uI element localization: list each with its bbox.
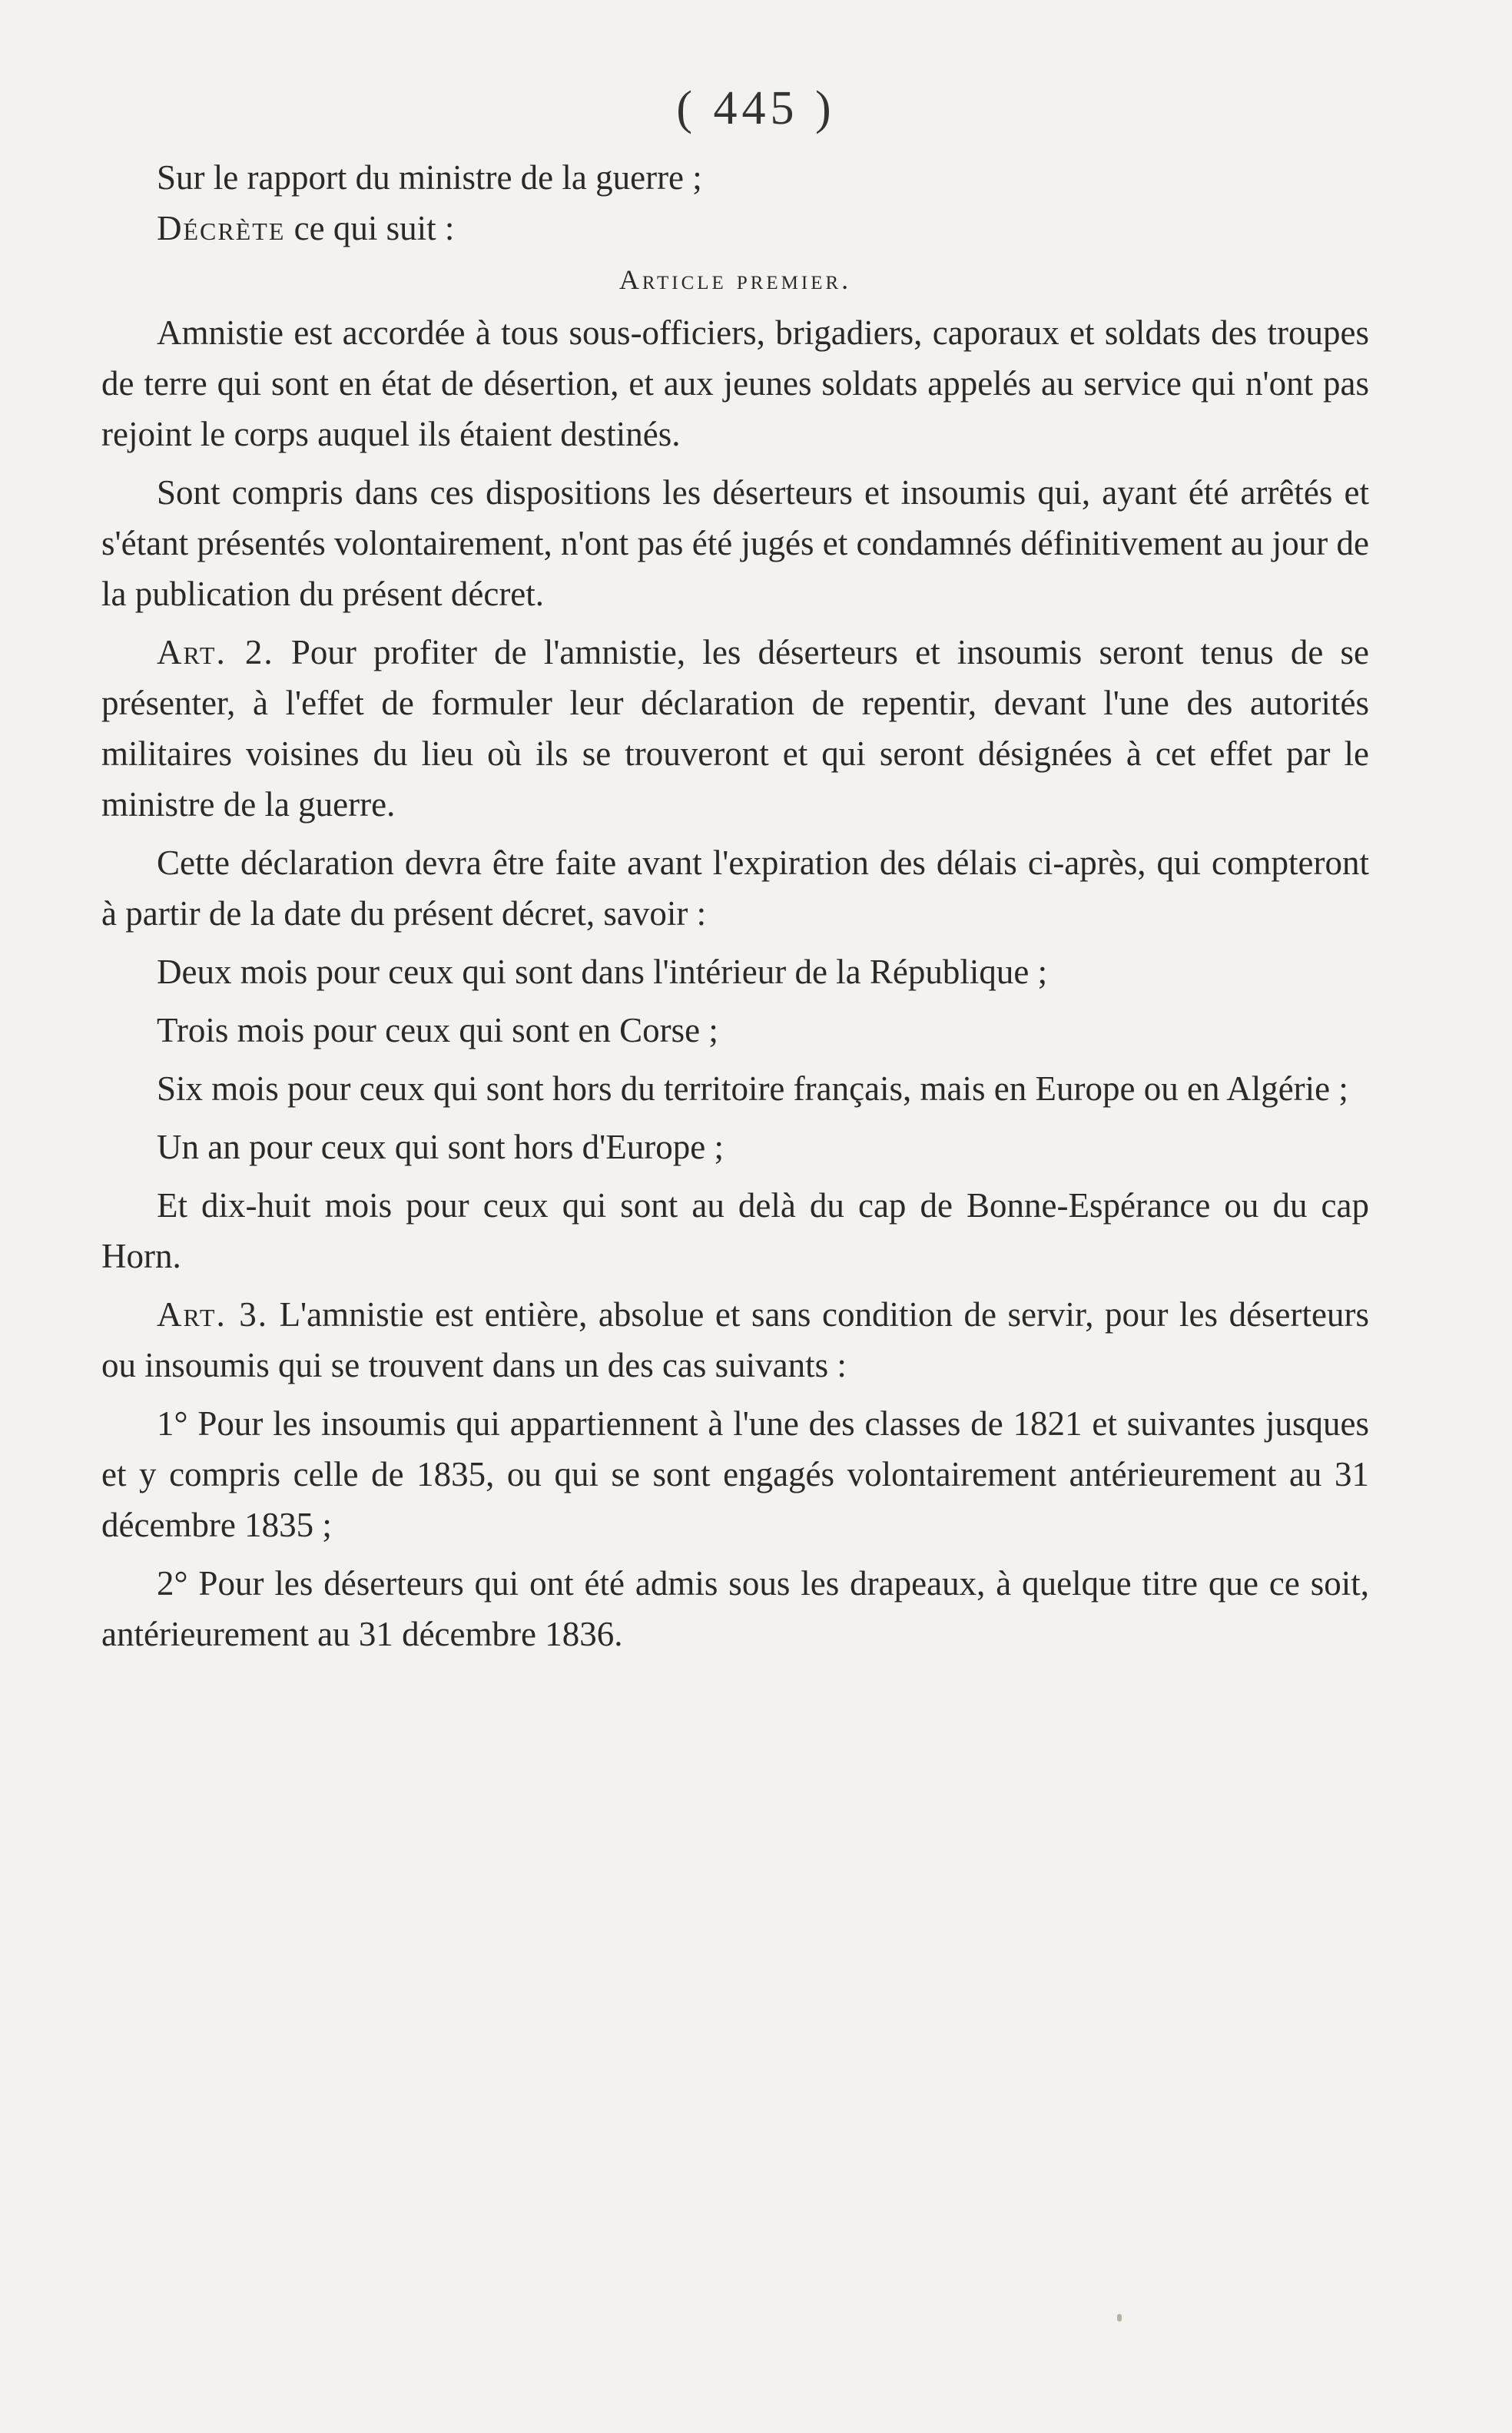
decree-rest: ce qui suit : xyxy=(285,209,455,247)
document-body xyxy=(101,152,1369,1659)
article-3-label: Art. 3. xyxy=(157,1295,269,1334)
article-3-text: L'amnistie est entière, absolue et sans condition de servir, pour les déserteurs ou insoumis qui se trouvent dans un des cas suivants : xyxy=(101,1295,1369,1384)
paragraph-2: Sont compris dans ces dispositions les déserteurs et insoumis qui, ayant été arrêtés et s'étant présentés volontairement, n'ont pas été jugés et condamnés définitivement au jour de la publication du présent décret. xyxy=(101,473,1369,613)
paragraph-12: 2° Pour les déserteurs qui ont été admis sous les drapeaux, à quelque titre que ce soit, antérieurement au 31 décembre 1836. xyxy=(101,1564,1369,1653)
decree-line xyxy=(101,203,1369,254)
decree-lead: Décrète xyxy=(157,209,286,247)
article-2-text: Pour profiter de l'amnistie, les déserteurs et insoumis seront tenus de se présenter, à l'effet de formuler leur déclaration de repentir, devant l'une des autorités militaires voisines du lieu où ils se trouveront et qui seront désignées à cet effet par le ministre de la guerre. xyxy=(101,633,1369,824)
page-number: ( 445 ) xyxy=(676,82,836,134)
intro-line: Sur le rapport du ministre de la guerre ; xyxy=(157,158,702,197)
ink-spot xyxy=(1117,2314,1122,2322)
paragraph-1: Amnistie est accordée à tous sous-officiers, brigadiers, caporaux et soldats des troupes de terre qui sont en état de désertion, et aux jeunes soldats appelés au service qui n'ont pas rejoint le corps auquel ils étaient destinés. xyxy=(101,313,1369,453)
article-2-label: Art. 2. xyxy=(157,633,274,671)
paragraph-article-3 xyxy=(101,1289,1369,1391)
paragraph-6: Trois mois pour ceux qui sont en Corse ; xyxy=(157,1011,718,1049)
paragraph-4: Cette déclaration devra être faite avant l'expiration des délais ci-après, qui compteront à partir de la date du présent décret, savoir : xyxy=(101,844,1369,933)
paragraph-5: Deux mois pour ceux qui sont dans l'intérieur de la République ; xyxy=(157,953,1048,991)
paragraph-11: 1° Pour les insoumis qui appartiennent à l'une des classes de 1821 et suivantes jusques et y compris celle de 1835, ou qui se sont engagés volontairement antérieurement au 31 décembre 1835 ; xyxy=(101,1404,1369,1544)
paragraph-9: Et dix-huit mois pour ceux qui sont au delà du cap de Bonne-Espérance ou du cap Horn. xyxy=(101,1186,1369,1275)
article-heading: Article premier. xyxy=(618,264,852,295)
paragraph-article-2 xyxy=(101,627,1369,830)
paragraph-8: Un an pour ceux qui sont hors d'Europe ; xyxy=(157,1128,724,1166)
paragraph-7: Six mois pour ceux qui sont hors du territoire français, mais en Europe ou en Algérie ; xyxy=(157,1069,1348,1108)
